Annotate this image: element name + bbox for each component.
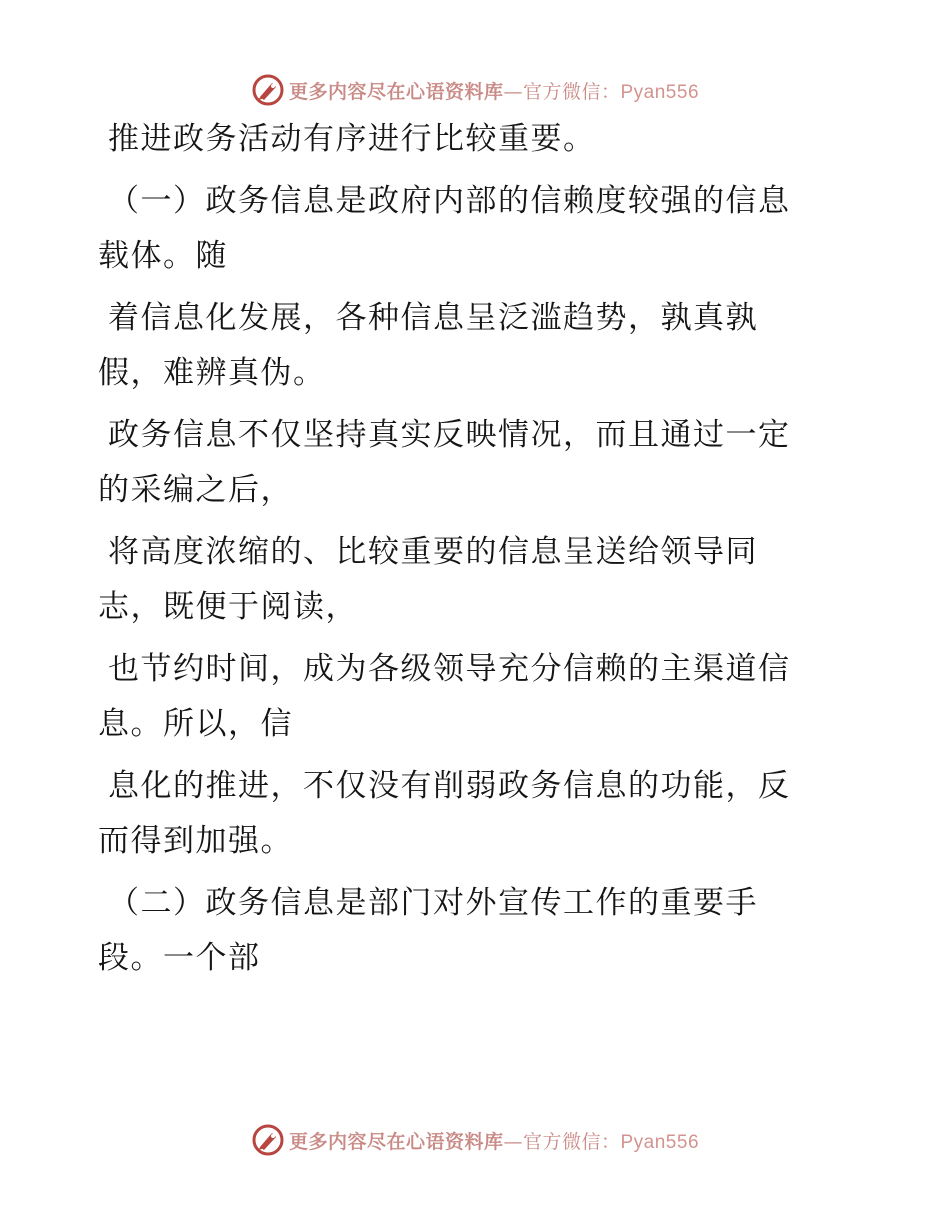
banner-wechat-id: Pyan556 xyxy=(620,81,700,103)
pen-nib-circle-logo-icon xyxy=(251,1123,285,1157)
document-body xyxy=(98,122,838,975)
paragraph-line: 息。所以，信 xyxy=(98,706,293,742)
paragraph-line: 的采编之后， xyxy=(98,472,293,508)
paragraph-line: （一）政务信息是政府内部的信赖度较强的信息 xyxy=(108,183,791,219)
paragraph-line: 息化的推进，不仅没有削弱政务信息的功能，反 xyxy=(108,768,791,804)
banner-text xyxy=(289,1127,699,1154)
banner-dash: — xyxy=(503,80,523,103)
banner-dash: — xyxy=(503,1130,523,1153)
paragraph-line: 政务信息不仅坚持真实反映情况，而且通过一定 xyxy=(108,417,791,453)
banner-text xyxy=(289,77,699,104)
banner-title: 更多内容尽在心语资料库 xyxy=(288,80,504,103)
banner-wechat-label: 官方微信： xyxy=(522,1130,621,1153)
paragraph-line: 着信息化发展，各种信息呈泛滥趋势，孰真孰 xyxy=(108,300,758,336)
footer-banner xyxy=(0,1120,950,1160)
banner-title: 更多内容尽在心语资料库 xyxy=(288,1130,504,1153)
banner-wechat-id: Pyan556 xyxy=(620,1131,700,1153)
paragraph-line: 假，难辨真伪。 xyxy=(98,355,326,391)
paragraph-line: 载体。随 xyxy=(98,238,228,274)
pen-nib-circle-logo-icon xyxy=(251,73,285,107)
paragraph-line: 推进政务活动有序进行比较重要。 xyxy=(108,121,596,157)
banner-wechat-label: 官方微信： xyxy=(522,80,621,103)
paragraph-line: 将高度浓缩的、比较重要的信息呈送给领导同 xyxy=(108,534,758,570)
paragraph-line: 志，既便于阅读， xyxy=(98,589,358,625)
paragraph-line: （二）政务信息是部门对外宣传工作的重要手 xyxy=(108,885,758,921)
header-banner xyxy=(0,70,950,110)
paragraph-line: 也节约时间，成为各级领导充分信赖的主渠道信 xyxy=(108,651,791,687)
paragraph-line: 而得到加强。 xyxy=(98,823,293,859)
paragraph-line: 段。一个部 xyxy=(98,940,261,976)
